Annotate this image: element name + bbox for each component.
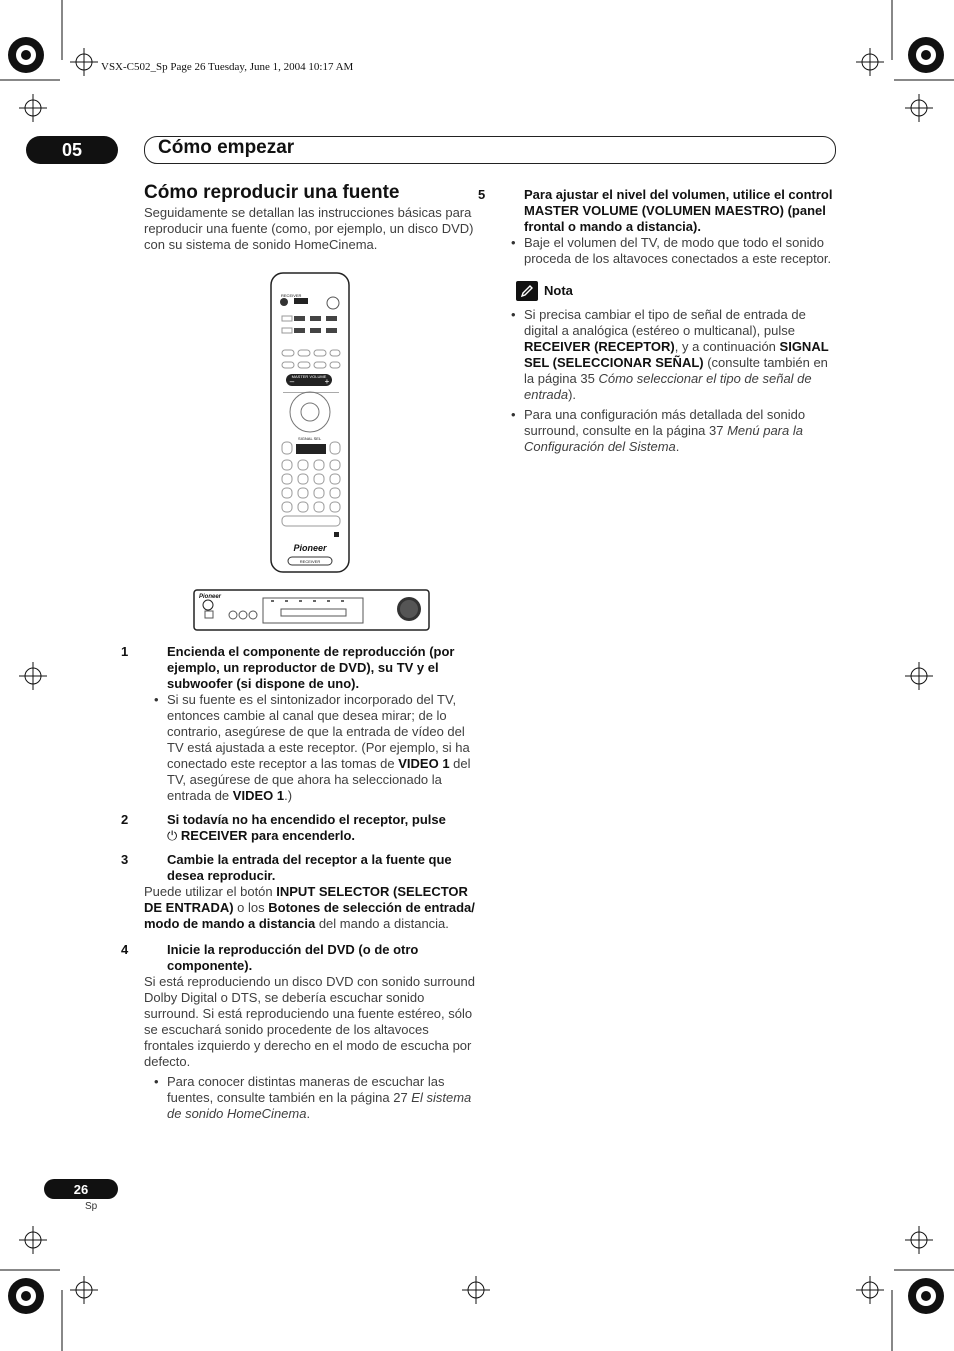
crosshair-icon [19, 1226, 47, 1254]
receiver-pioneer-logo: Pioneer [199, 594, 222, 600]
step-4-body: Si está reproduciendo un disco DVD con sonido surround Dolby Digital o DTS, se debería escuchar sonido surround. Si está reproduciendo una fuente estéreo, sólo se escuchará sonido procedente de los altavoces frontales izquierdo y derecho en el modo de escucha por defecto. [144, 974, 475, 1069]
remote-label-receiver: RECEIVER [281, 293, 302, 298]
crosshair-icon [462, 1276, 490, 1304]
crosshair-icon [70, 48, 98, 76]
power-button-icon [280, 298, 288, 306]
color-target-icon [908, 37, 944, 73]
volume-minus-icon: – [289, 377, 295, 386]
step-1-heading: 1 Encienda el componente de reproducción (por ejemplo, un reproductor de DVD), su TV y el subwoofer (si dispone de uno). [121, 644, 455, 691]
crosshair-icon [905, 662, 933, 690]
remote-label-bottom-receiver: RECEIVER [299, 559, 321, 564]
color-target-icon [8, 37, 44, 73]
section-title: Cómo reproducir una fuente [144, 182, 400, 203]
step-4-bullet: • Para conocer distintas maneras de escuchar las fuentes, consulte también en la página 27 El sistema de sonido HomeCinema. [144, 1074, 478, 1122]
crosshair-icon [905, 94, 933, 122]
step-5-bullet: • Baje el volumen del TV, de modo que todo el sonido proceda de los altavoces conectados a este receptor. [501, 235, 835, 267]
power-symbol-icon: ⏻ [167, 828, 178, 843]
page-number: 26 [44, 1179, 118, 1199]
left-column [144, 182, 478, 253]
receiver-front-panel-illustration [193, 589, 430, 631]
note-header [516, 281, 835, 301]
pioneer-logo: Pioneer [293, 543, 327, 553]
crosshair-icon [856, 48, 884, 76]
volume-plus-icon: + [324, 377, 330, 386]
step-1-bullet: • Si su fuente es el sintonizador incorporado del TV, entonces cambie al canal que desea mirar; de lo contrario, asegúrese de que la entrada de vídeo del TV está ajustada a este receptor. (Por ejemplo, si ha conectado este receptor a las tomas de VIDEO 1 del TV, asegúrese de que ahora ha seleccionado la entrada de VIDEO 1.) [144, 692, 478, 804]
note-title: Nota [544, 283, 573, 298]
steps-left [121, 644, 478, 1122]
step-2-heading: 2 Si todavía no ha encendido el receptor, pulse ⏻ RECEIVER para encenderlo. [121, 812, 446, 843]
right-column [478, 187, 835, 455]
crosshair-icon [856, 1276, 884, 1304]
remote-label-master-volume: MASTER VOLUME [291, 374, 327, 379]
page-language: Sp [85, 1201, 98, 1212]
step-3-body: Puede utilizar el botón INPUT SELECTOR (SELECTOR DE ENTRADA) o los Botones de selección de entrada/ modo de mando a distancia del mando a distancia. [144, 884, 475, 931]
step-5-heading: 5 Para ajustar el nivel del volumen, utilice el control MASTER VOLUME (VOLUMEN MAESTRO) (panel frontal o mando a distancia). [478, 187, 833, 234]
pencil-icon [516, 281, 538, 301]
print-header: VSX-C502_Sp Page 26 Tuesday, June 1, 2004 10:17 AM [101, 61, 354, 73]
note-item-2: • Para una configuración más detallada del sonido surround, consulte en la página 37 Menú para la Configuración del Sistema. [501, 407, 835, 455]
crosshair-icon [19, 662, 47, 690]
remote-label-signal-sel: SIGNAL SEL [298, 436, 322, 441]
remote-control-illustration [270, 272, 350, 573]
chapter-title: Cómo empezar [158, 137, 295, 158]
section-intro: Seguidamente se detallan las instrucciones básicas para reproducir una fuente (como, por ejemplo, un disco DVD) con su sistema de sonido HomeCinema. [144, 205, 474, 252]
color-target-icon [8, 1278, 44, 1314]
chapter-number: 05 [26, 136, 118, 164]
step-3-heading: 3 Cambie la entrada del receptor a la fuente que desea reproducir. [121, 852, 452, 883]
step-4-heading: 4 Inicie la reproducción del DVD (o de otro componente). [121, 942, 419, 973]
note-item-1: • Si precisa cambiar el tipo de señal de entrada de digital a analógica (estéreo o multicanal), pulse RECEIVER (RECEPTOR), y a continuación SIGNAL SEL (SELECCIONAR SEÑAL) (consulte también en la página 35 Cómo seleccionar el tipo de señal de entrada). [501, 307, 835, 403]
crosshair-icon [19, 94, 47, 122]
crosshair-icon [70, 1276, 98, 1304]
color-target-icon [908, 1278, 944, 1314]
crosshair-icon [905, 1226, 933, 1254]
